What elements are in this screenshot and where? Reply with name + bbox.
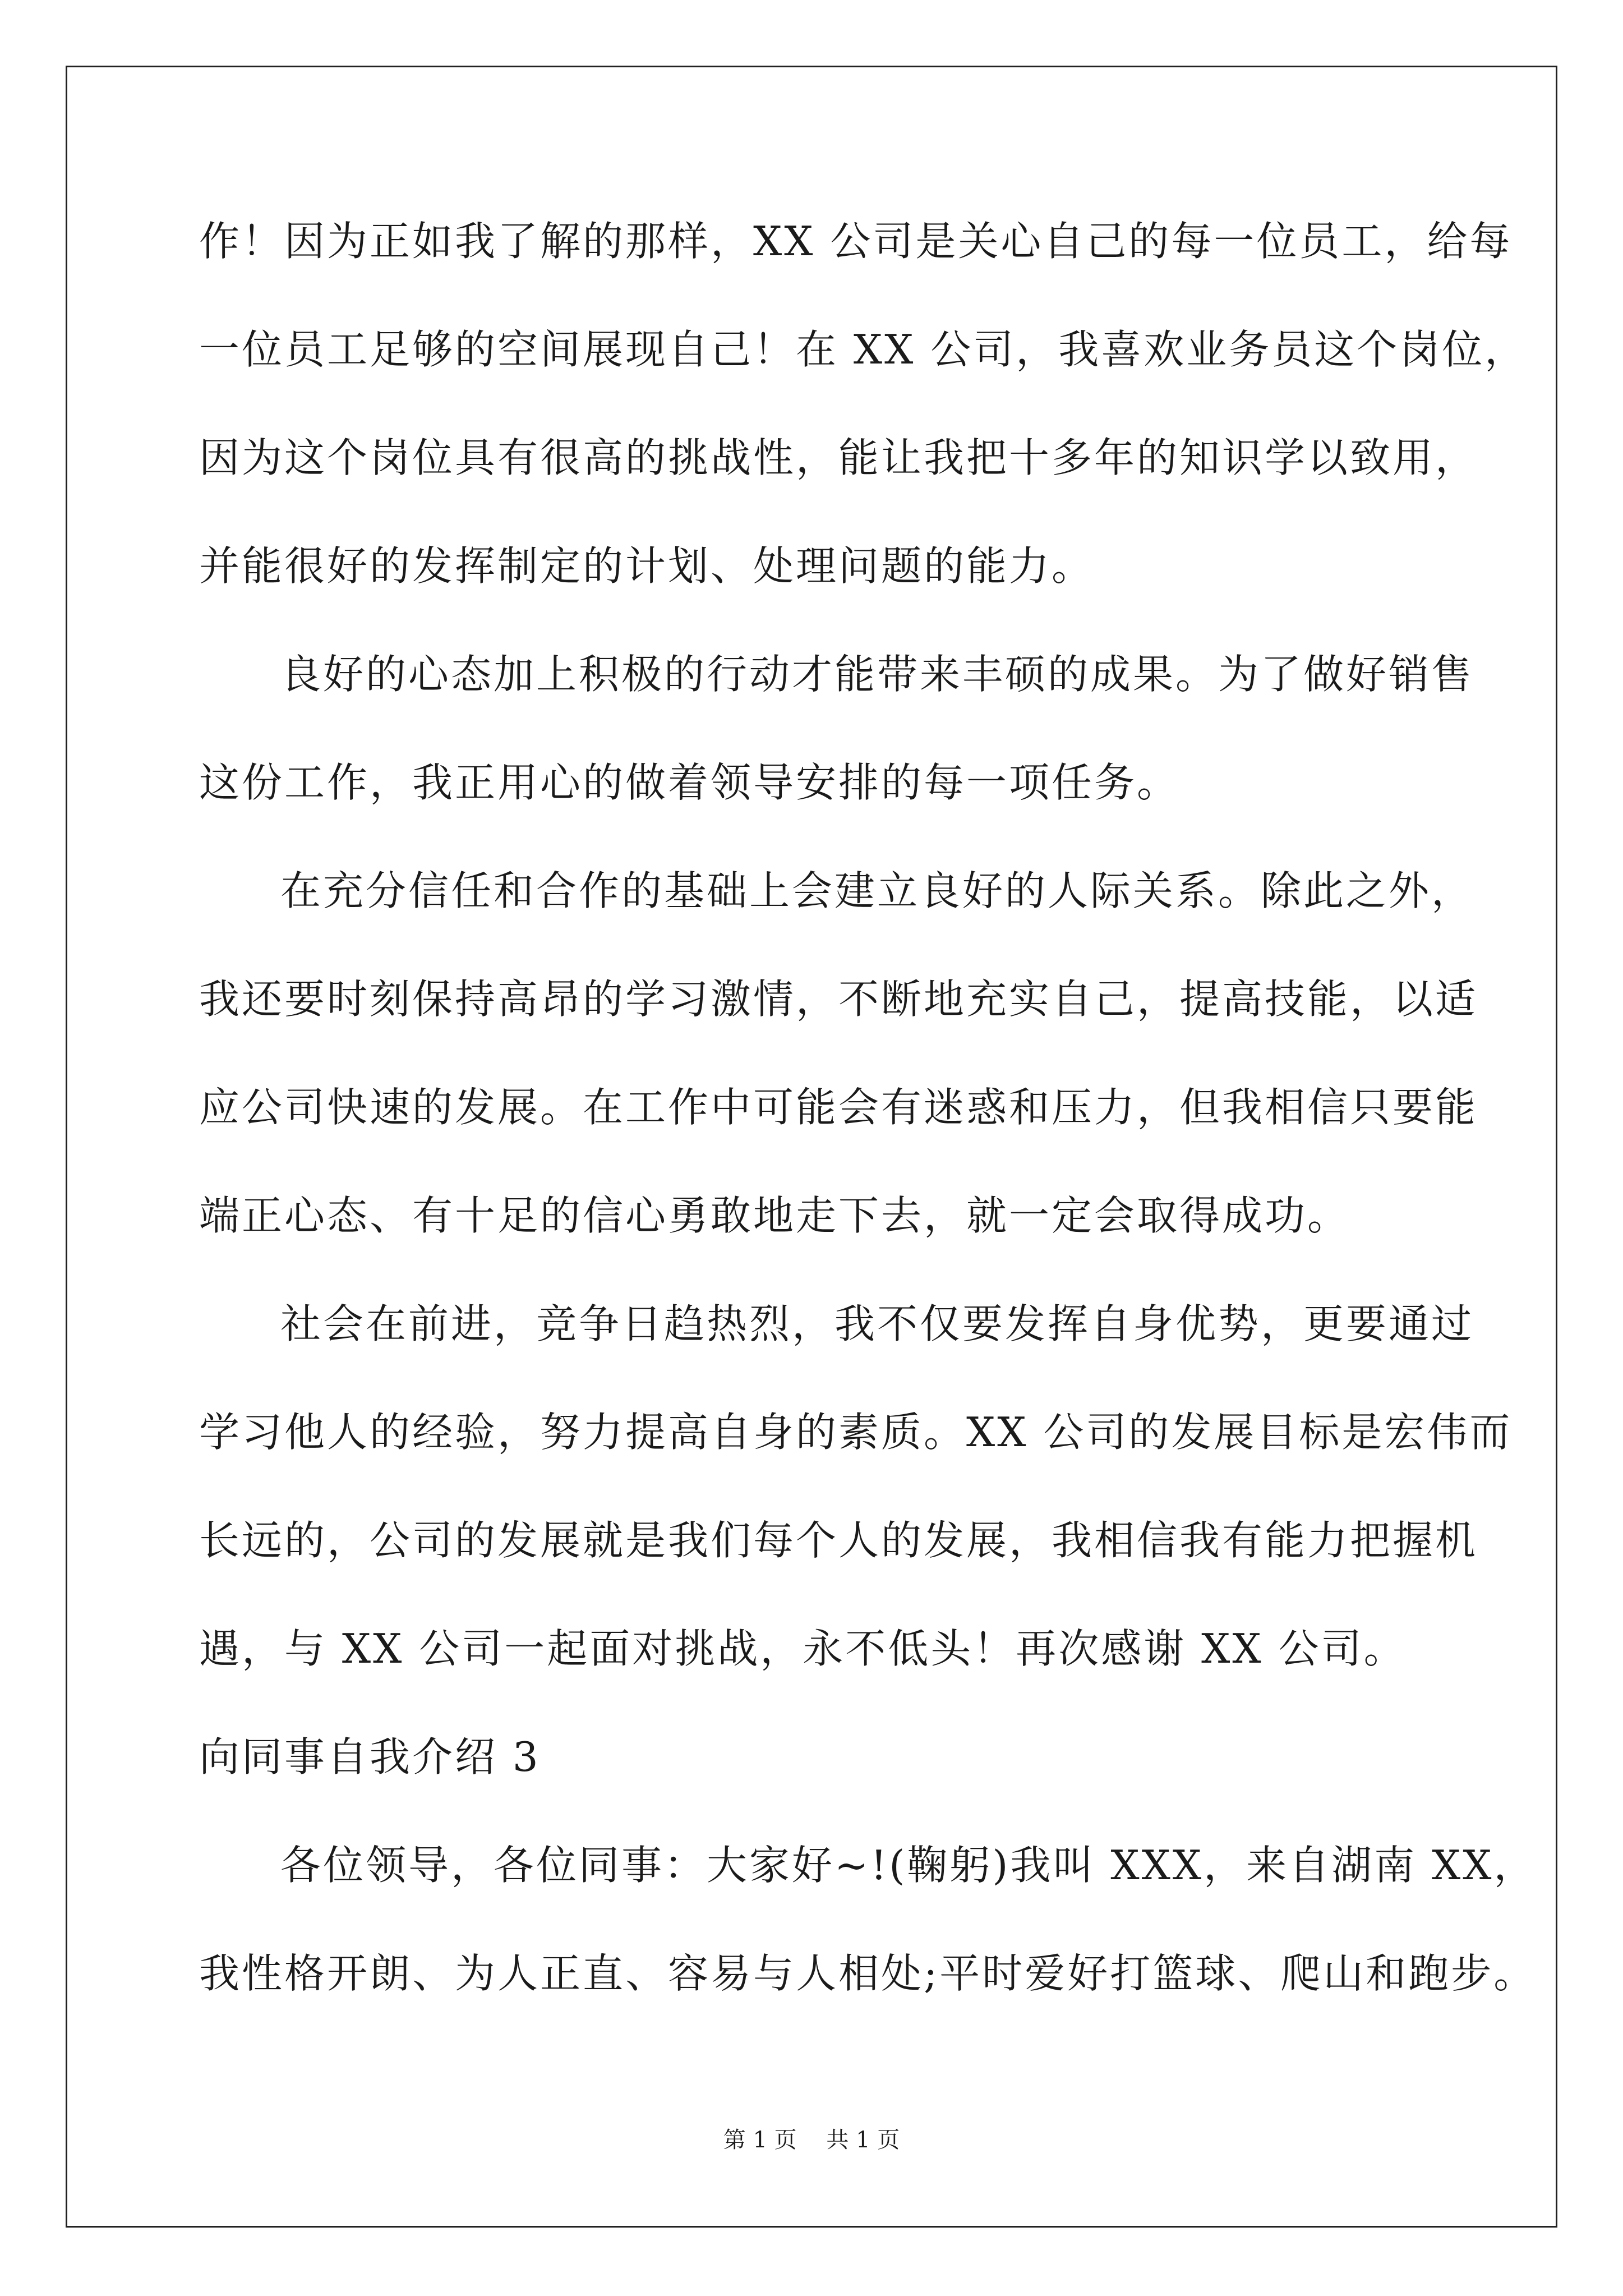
page-number: 第 1 页 — [723, 2127, 797, 2153]
text-line: 遇，与 XX 公司一起面对挑战，永不低头！再次感谢 XX 公司。 — [199, 1625, 1407, 1672]
text-line: 端正心态、有十足的信心勇敢地走下去，就一定会取得成功。 — [199, 1192, 1350, 1239]
page-total: 共 1 页 — [826, 2127, 900, 2153]
paragraph-start: 在充分信任和合作的基础上会建立良好的人际关系。除此之外， — [280, 867, 1474, 914]
text-line: 我性格开朗、为人正直、容易与人相处;平时爱好打篮球、爬山和跑步。 — [199, 1950, 1537, 1997]
page-footer — [0, 2126, 1623, 2154]
text-line: 学习他人的经验，努力提高自身的素质。XX 公司的发展目标是宏伟而 — [199, 1409, 1513, 1456]
text-line: 长远的，公司的发展就是我们每个人的发展，我相信我有能力把握机 — [199, 1517, 1478, 1564]
paragraph-start: 各位领导，各位同事：大家好~!(鞠躬)我叫 XXX，来自湖南 XX， — [280, 1842, 1537, 1889]
text-line: 作！因为正如我了解的那样，XX 公司是关心自己的每一位员工，给每 — [199, 218, 1513, 265]
text-line: 因为这个岗位具有很高的挑战性，能让我把十多年的知识学以致用， — [199, 434, 1478, 481]
text-line: 这份工作，我正用心的做着领导安排的每一项任务。 — [199, 759, 1180, 806]
page-border — [66, 66, 1557, 2228]
section-heading: 向同事自我介绍 3 — [199, 1733, 541, 1780]
text-line: 一位员工足够的空间展现自己！在 XX 公司，我喜欢业务员这个岗位， — [199, 326, 1528, 373]
text-line: 我还要时刻保持高昂的学习激情，不断地充实自己，提高技能，以适 — [199, 976, 1478, 1023]
text-line: 应公司快速的发展。在工作中可能会有迷惑和压力，但我相信只要能 — [199, 1084, 1478, 1131]
paragraph-start: 良好的心态加上积极的行动才能带来丰硕的成果。为了做好销售 — [280, 651, 1474, 698]
paragraph-start: 社会在前进，竞争日趋热烈，我不仅要发挥自身优势，更要通过 — [280, 1300, 1474, 1347]
text-line: 并能很好的发挥制定的计划、处理问题的能力。 — [199, 542, 1095, 590]
